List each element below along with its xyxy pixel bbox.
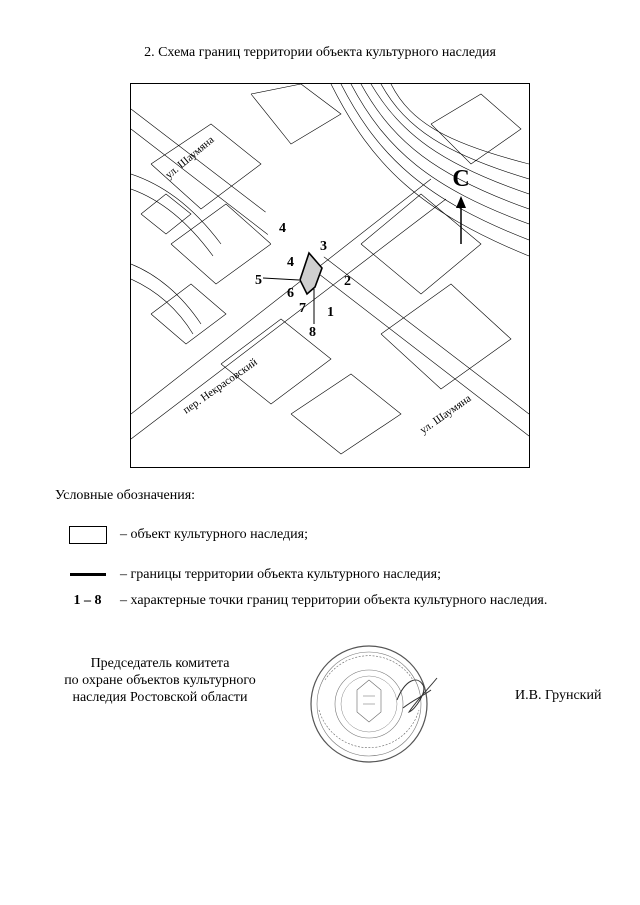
document-title: 2. Схема границ территории объекта культурного наследия xyxy=(144,45,496,60)
official-seal-icon xyxy=(305,640,445,780)
point-label-7: 7 xyxy=(299,301,306,316)
legend-item-text: – границы территории объекта культурного наследия; xyxy=(120,567,441,582)
boundary-map xyxy=(130,83,530,468)
north-arrow-icon xyxy=(456,196,466,244)
boundary-line-symbol xyxy=(70,573,106,576)
signatory-line: Председатель комитета xyxy=(90,656,230,671)
signatory-name: И.В. Грунский xyxy=(515,688,602,703)
north-label: С xyxy=(452,166,470,192)
legend-item-text: – объект культурного наследия; xyxy=(120,527,308,542)
object-box-symbol xyxy=(69,526,107,544)
point-label-4b: 4 xyxy=(287,255,294,270)
signatory-line: по охране объектов культурного xyxy=(64,673,256,688)
point-label-3: 3 xyxy=(320,239,327,254)
street-label-lane: пер. Некрасовский xyxy=(180,356,260,417)
legend-item-boundary xyxy=(55,566,615,588)
legend-title: Условные обозначения: xyxy=(55,488,196,503)
legend-item-points xyxy=(55,592,615,614)
point-label-5: 5 xyxy=(255,273,262,288)
point-label-1: 1 xyxy=(327,305,334,320)
points-range-symbol: 1 – 8 xyxy=(73,593,102,608)
legend-item-text: – характерные точки границ территории объекта культурного наследия. xyxy=(120,593,548,608)
point-label-2: 2 xyxy=(344,274,351,289)
street-label-top: ул. Шаумяна xyxy=(163,133,217,182)
legend-item-object xyxy=(55,526,615,548)
signatory-title xyxy=(40,655,280,706)
point-label-8: 8 xyxy=(309,325,316,340)
street-label-bottom: ул. Шаумяна xyxy=(417,392,474,437)
point-label-4a: 4 xyxy=(279,221,286,236)
signatory-line: наследия Ростовской области xyxy=(72,690,248,705)
street-labels xyxy=(163,134,473,437)
point-label-6: 6 xyxy=(287,286,294,301)
